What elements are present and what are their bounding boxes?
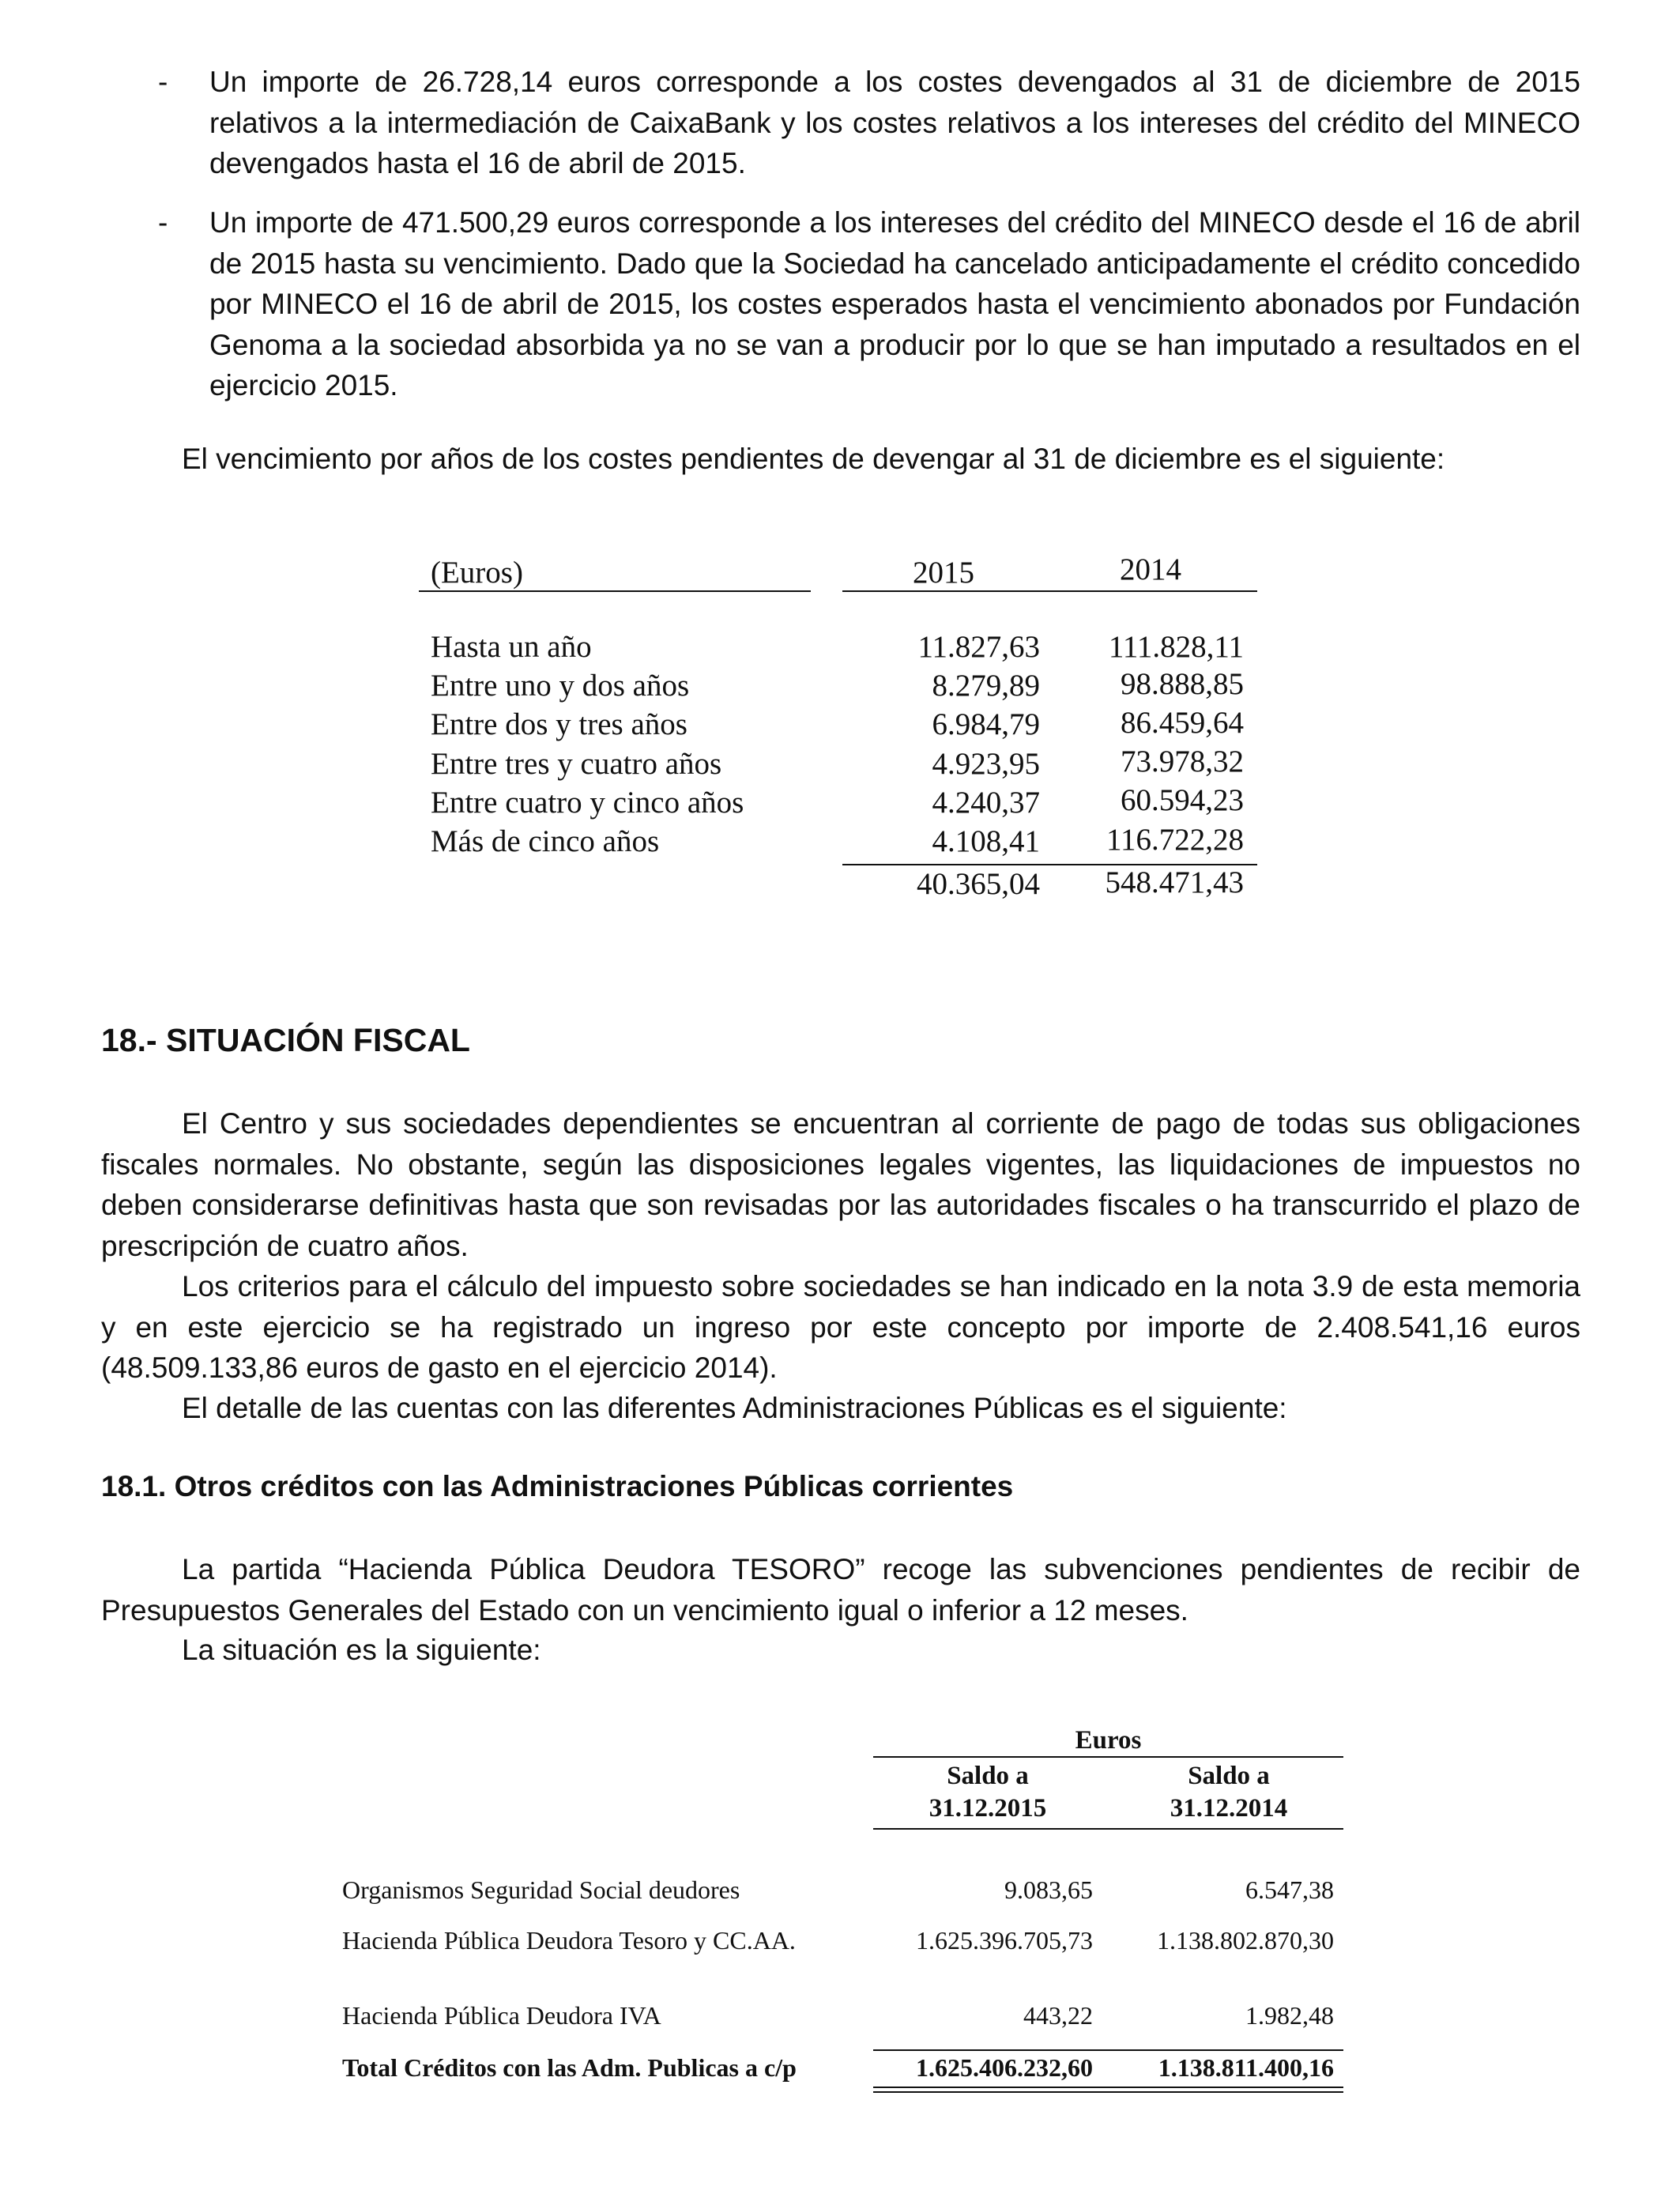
bullet-text: Un importe de 26.728,14 euros corresponde a los costes devengados al 31 de diciembre de 2015 relativos a la intermediación de CaixaBank y los costes relativos a los intereses del crédito del MINECO devengados hasta el 16 de abril de 2015. (209, 66, 1580, 179)
table-row-label: Entre uno y dos años (431, 669, 690, 703)
maturity-header-rule (842, 590, 1257, 592)
table-cell-2014: 60.594,23 (1121, 783, 1244, 817)
table-cell-2015: 4.923,95 (932, 747, 1040, 781)
paragraph: La situación es la siguiente: (182, 1634, 541, 1666)
table-row-label: Hacienda Pública Deudora IVA (342, 2001, 661, 2030)
maturity-header-rule (419, 590, 811, 592)
bullet-dash: - (158, 206, 168, 239)
table-cell-2014: 111.828,11 (1108, 630, 1244, 664)
tax-col-header-line: Saldo a (947, 1762, 1029, 1790)
table-cell-2014: 73.978,32 (1121, 745, 1244, 778)
subsection-title: 18.1. Otros créditos con las Administraciones Públicas corrientes (101, 1470, 1014, 1502)
maturity-intro: El vencimiento por años de los costes pendientes de devengar al 31 de diciembre es el siguiente: (182, 443, 1445, 475)
table-cell-2014: 1.138.802.870,30 (1157, 1926, 1334, 1955)
paragraph: El Centro y sus sociedades dependientes se encuentran al corriente de pago de todas sus obligaciones fiscales normales. No obstante, según las disposiciones legales vigentes, las liquidaciones de impuestos no deben considerarse definitivas hasta que son revisadas por las autoridades fiscales o ha transcurrido el plazo de prescripción de cuatro años. (101, 1107, 1580, 1262)
tax-total-rule (873, 2049, 1343, 2051)
table-cell-2014: 6.547,38 (1245, 1875, 1334, 1904)
table-cell-2014: 1.982,48 (1245, 2001, 1334, 2030)
table-cell-2014: 116.722,28 (1106, 823, 1244, 857)
table-row-label: Entre cuatro y cinco años (431, 786, 744, 820)
table-row-label: Organismos Seguridad Social deudores (342, 1875, 740, 1904)
table-cell-2015: 8.279,89 (932, 669, 1040, 703)
tax-total-2014: 1.138.811.400,16 (1158, 2053, 1334, 2082)
paragraph: Los criterios para el cálculo del impuesto sobre sociedades se han indicado en la nota 3.9 de esta memoria y en este ejercicio se ha registrado un ingreso por este concepto por importe de 2.408.541,16 euros (48.509.133,86 euros de gasto en el ejercicio 2014). (101, 1270, 1580, 1384)
table-cell-2015: 11.827,63 (917, 630, 1040, 664)
tax-header-rule (873, 1828, 1343, 1830)
table-cell-2015: 443,22 (1023, 2001, 1093, 2030)
maturity-total-2015: 40.365,04 (917, 867, 1040, 901)
tax-group-header: Euros (1075, 1726, 1142, 1755)
table-cell-2015: 6.984,79 (932, 707, 1040, 741)
tax-col-header-line: 31.12.2014 (1170, 1794, 1288, 1823)
paragraph: La partida “Hacienda Pública Deudora TESORO” recoge las subvenciones pendientes de recibir de Presupuestos Generales del Estado con un vencimiento igual o inferior a 12 meses. (101, 1553, 1580, 1627)
table-row-label: Hasta un año (431, 630, 592, 664)
table-row-label: Entre dos y tres años (431, 707, 687, 741)
table-cell-2015: 1.625.396.705,73 (916, 1926, 1093, 1955)
table-cell-2015: 4.240,37 (932, 786, 1040, 820)
tax-total-double-rule (873, 2087, 1343, 2088)
table-cell-2014: 98.888,85 (1121, 667, 1244, 701)
maturity-header-label: (Euros) (431, 556, 523, 590)
bullet-dash: - (158, 66, 168, 98)
tax-total-2015: 1.625.406.232,60 (916, 2053, 1093, 2082)
tax-col-header-line: Saldo a (1188, 1762, 1270, 1790)
tax-col-header-line: 31.12.2015 (929, 1794, 1047, 1823)
tax-group-rule (873, 1756, 1343, 1758)
table-row-label: Hacienda Pública Deudora Tesoro y CC.AA. (342, 1926, 796, 1955)
paragraph: El detalle de las cuentas con las diferentes Administraciones Públicas es el siguiente: (182, 1392, 1287, 1424)
tax-col-header-2015 (873, 1760, 1102, 1825)
table-cell-2015: 4.108,41 (932, 824, 1040, 858)
table-row-label: Entre tres y cuatro años (431, 747, 722, 781)
tax-total-double-rule (873, 2091, 1343, 2093)
section-title: 18.- SITUACIÓN FISCAL (101, 1022, 470, 1058)
tax-total-label: Total Créditos con las Adm. Publicas a c/p (342, 2053, 797, 2082)
table-row-label: Más de cinco años (431, 824, 660, 858)
maturity-header-2014: 2014 (1120, 552, 1181, 586)
table-cell-2015: 9.083,65 (1004, 1875, 1093, 1904)
maturity-total-2014: 548.471,43 (1105, 865, 1244, 899)
table-cell-2014: 86.459,64 (1121, 706, 1244, 740)
tax-col-header-2014 (1114, 1760, 1343, 1825)
maturity-header-2015: 2015 (913, 556, 974, 590)
bullet-text: Un importe de 471.500,29 euros corresponde a los intereses del crédito del MINECO desde el 16 de abril de 2015 hasta su vencimiento. Dado que la Sociedad ha cancelado anticipadamente el crédito concedido por MINECO el 16 de abril de 2015, los costes esperados hasta el vencimiento abonados por Fundación Genoma a la sociedad absorbida ya no se van a producir por lo que se han imputado a resultados en el ejercicio 2015. (209, 206, 1580, 401)
